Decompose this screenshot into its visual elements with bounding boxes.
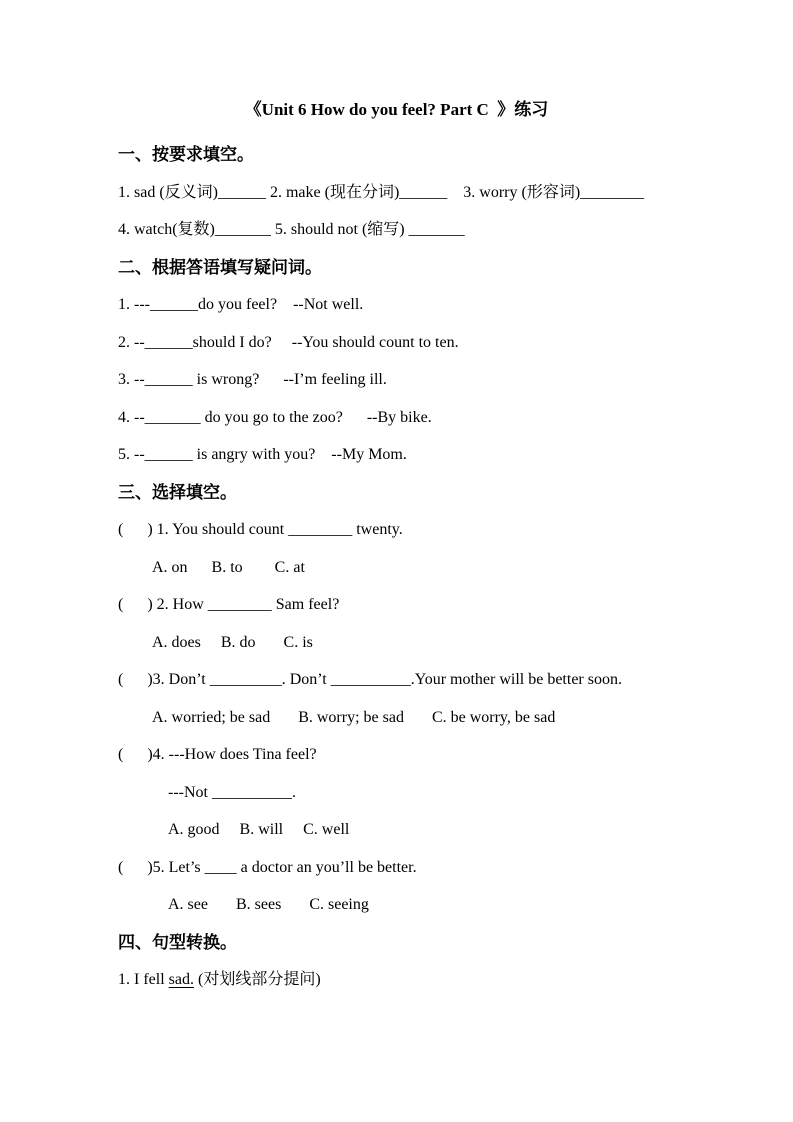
section-4-heading: 四、句型转换。 [118,932,237,952]
section-2-item-5: 5. --______ is angry with you? --My Mom. [118,446,407,463]
section-1-line-1: 1. sad (反义词)______ 2. make (现在分词)______ 3. worry (形容词)________ [118,183,645,201]
section-2-item-2: 2. --______should I do? --You should count to ten. [118,333,459,351]
section-2-item-1: 1. ---______do you feel? --Not well. [118,296,364,313]
section-3-heading: 三、选择填空。 [118,482,237,502]
section-3-question-1-options: A. on B. to C. at [152,558,305,576]
section-3-question-1: ( ) 1. You should count ________ twenty. [118,521,403,538]
section-2-item-4: 4. --_______ do you go to the zoo? --By bike. [118,408,432,426]
section-3-question-3: ( )3. Don’t _________. Don’t __________.Your mother will be better soon. [118,671,622,688]
section-3-question-5: ( )5. Let’s ____ a doctor an you’ll be better. [118,858,417,876]
section-4-item-1-underlined-word: sad. [168,971,194,988]
section-3-question-2-options: A. does B. do C. is [152,633,313,651]
section-2-heading: 二、根据答语填写疑问词。 [118,257,322,277]
section-4-item-1 [118,969,693,991]
doc-title: 《Unit 6 How do you feel? Part C 》练习 [244,100,549,119]
section-3-question-4-answer: ---Not __________. [168,783,296,801]
section-3-question-3-options: A. worried; be sad B. worry; be sad C. be worry, be sad [152,708,556,726]
section-4-item-1-prefix: 1. I fell [118,971,169,988]
section-3-question-2: ( ) 2. How ________ Sam feel? [118,596,340,613]
section-4-item-1-suffix: (对划线部分提问) [193,971,321,988]
section-1-line-2: 4. watch(复数)_______ 5. should not (缩写) _______ [118,221,465,238]
section-3-question-4-options: A. good B. will C. well [168,821,350,838]
section-1-heading: 一、按要求填空。 [118,145,254,164]
section-2-item-3: 3. --______ is wrong? --I’m feeling ill. [118,371,387,388]
section-3-question-5-options: A. see B. sees C. seeing [168,896,369,913]
section-3-question-4: ( )4. ---How does Tina feel? [118,746,317,763]
